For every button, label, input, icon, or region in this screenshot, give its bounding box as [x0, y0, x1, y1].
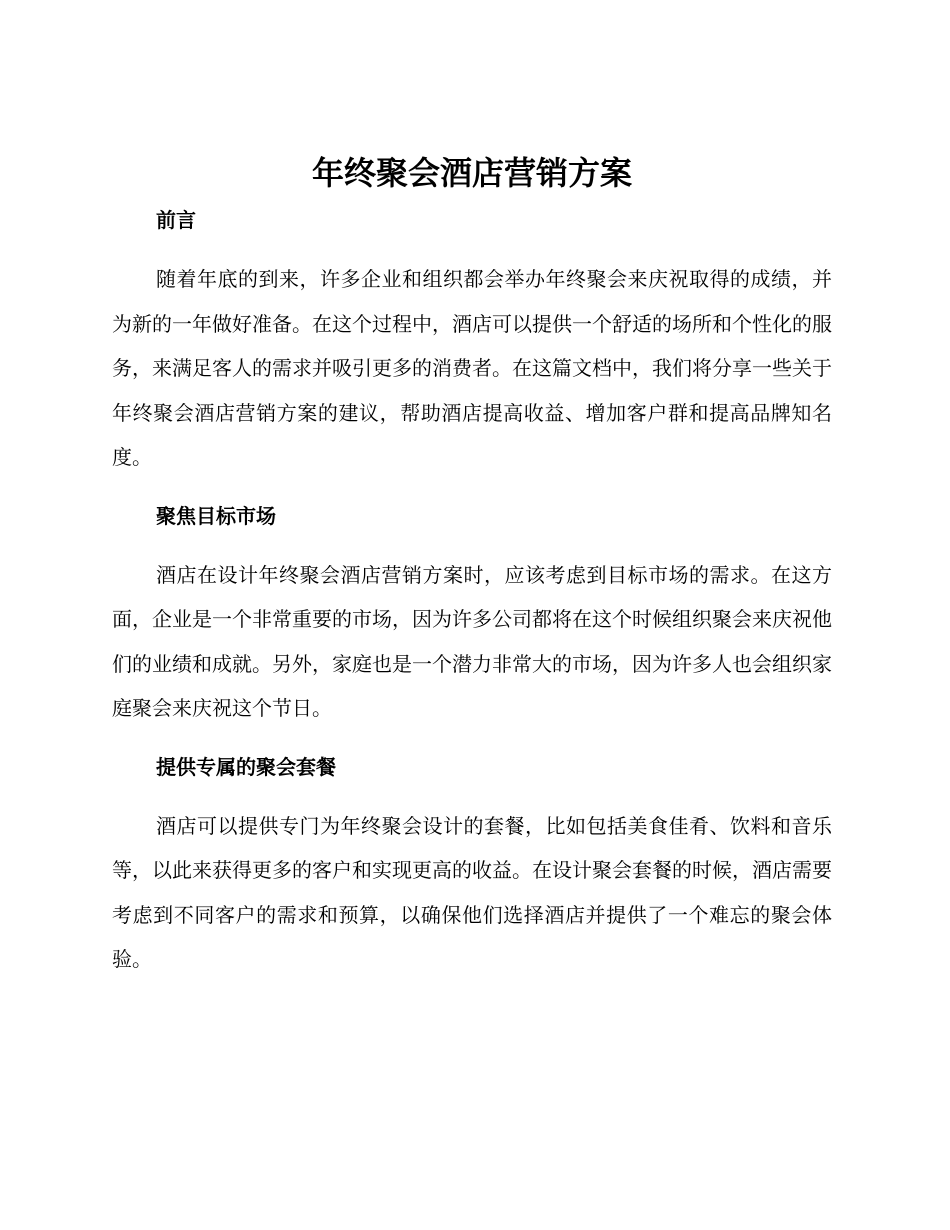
section-paragraph-target-market: 酒店在设计年终聚会酒店营销方案时，应该考虑到目标市场的需求。在这方面，企业是一个非常重要的市场，因为许多公司都将在这个时候组织聚会来庆祝他们的业绩和成就。另外，家庭也是一个潜力非常大的市场，因为许多人也会组织家庭聚会来庆祝这个节日。 [112, 562, 832, 720]
section-heading-party-packages: 提供专属的聚会套餐 [156, 754, 336, 779]
section-paragraph-party-packages: 酒店可以提供专门为年终聚会设计的套餐，比如包括美食佳肴、饮料和音乐等，以此来获得更多的客户和实现更高的收益。在设计聚会套餐的时候，酒店需要考虑到不同客户的需求和预算，以确保他们选择酒店并提供了一个难忘的聚会体验。 [112, 813, 832, 971]
document-title: 年终聚会酒店营销方案 [311, 154, 632, 192]
section-paragraph-preface: 随着年底的到来，许多企业和组织都会举办年终聚会来庆祝取得的成绩，并为新的一年做好准备。在这个过程中，酒店可以提供一个舒适的场所和个性化的服务，来满足客人的需求并吸引更多的消费者。在这篇文档中，我们将分享一些关于年终聚会酒店营销方案的建议，帮助酒店提高收益、增加客户群和提高品牌知名度。 [112, 267, 832, 469]
document-body [112, 150, 832, 982]
section-heading-preface: 前言 [156, 208, 196, 232]
section-heading-target-market: 聚焦目标市场 [156, 503, 276, 528]
